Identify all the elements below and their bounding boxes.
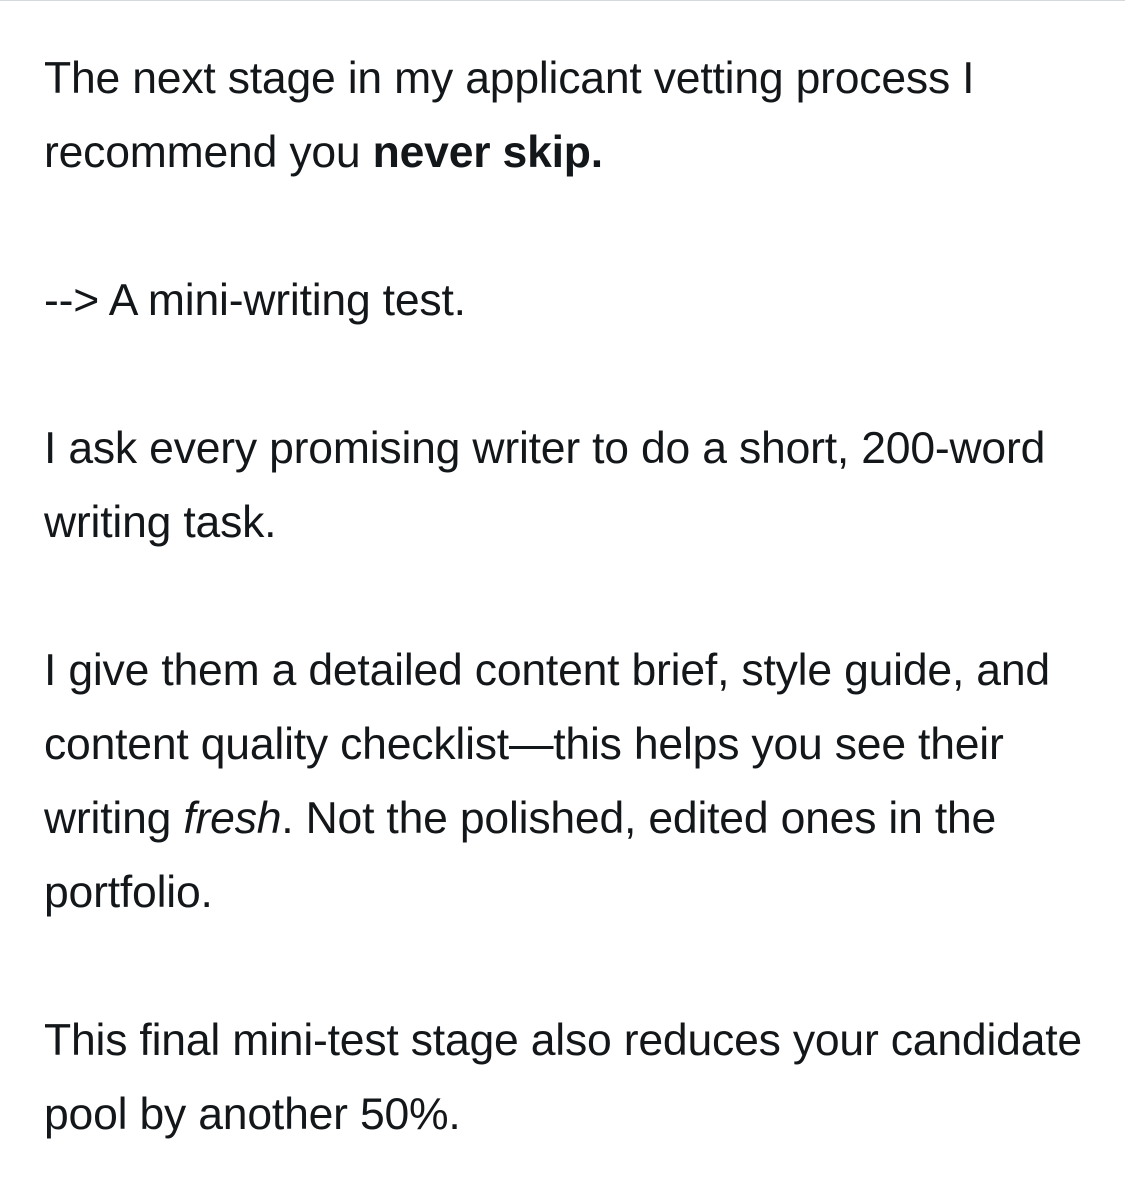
post-body [44,42,1104,1152]
brief-text-after: . Not the polished, edited ones in the portfolio. [44,794,997,917]
top-divider [0,0,1125,1]
paragraph-writing-task: I ask every promising writer to do a short, 200-word writing task. [44,424,1046,547]
brief-text-before: I give them a detailed content brief, style guide, and content quality checklist—this helps you see their writing [44,646,1050,843]
paragraph-mini-writing-test: --> A mini-writing test. [44,276,466,325]
paragraph-intro [44,42,1104,190]
emphasis-fresh: fresh [183,794,282,843]
paragraph-brief-details [44,634,1104,930]
paragraph-candidate-pool: This final mini-test stage also reduces your candidate pool by another 50%. [44,1016,1082,1139]
emphasis-never-skip: never skip. [372,128,603,177]
intro-text: The next stage in my applicant vetting process I recommend you [44,54,975,177]
